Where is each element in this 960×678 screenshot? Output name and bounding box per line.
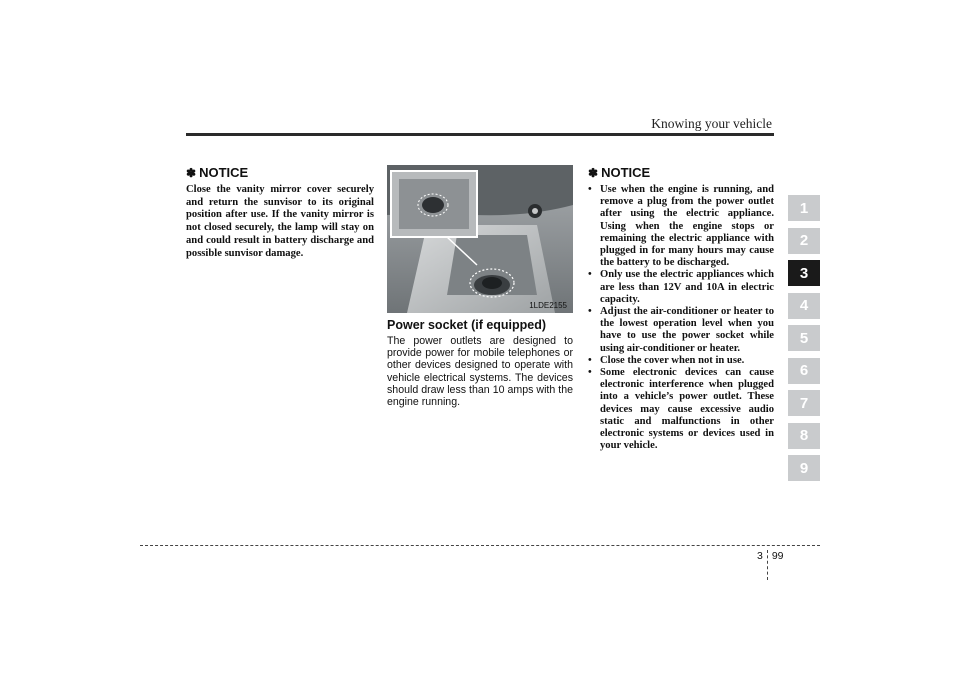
list-item: • Some electronic devices can cause electronic interference when plugged into a vehicle’s power outlet. These devices may cause excessive audio static and malfunctions in other electronic systems or devices used in your vehicle.	[588, 367, 774, 452]
chapter-tab-8[interactable]: 8	[788, 423, 820, 449]
chapter-tab-7[interactable]: 7	[788, 390, 820, 416]
notice-heading	[186, 165, 374, 180]
bullet-icon: •	[588, 269, 592, 281]
bullet-icon: •	[588, 354, 592, 366]
section-title: Power socket (if equipped)	[387, 318, 547, 332]
list-item: • Only use the electric appliances which are less than 12V and 10A in electric capacity.	[588, 269, 774, 305]
chapter-tabs	[788, 195, 820, 488]
left-column	[186, 165, 374, 260]
notice-bullet-list	[588, 184, 774, 452]
chapter-tab-4[interactable]: 4	[788, 293, 820, 319]
chapter-number: 3	[757, 550, 763, 562]
chapter-tab-1[interactable]: 1	[788, 195, 820, 221]
footer-rule	[140, 545, 820, 546]
bullet-icon: •	[588, 184, 592, 195]
power-socket-photo	[387, 165, 573, 313]
header-title: Knowing your vehicle	[651, 116, 772, 131]
middle-column	[387, 165, 573, 408]
notice-heading	[588, 165, 774, 180]
chapter-tab-3[interactable]: 3	[788, 260, 820, 286]
section-body: The power outlets are designed to provide power for mobile telephones or other devices designed to operate with vehicle electrical systems. The devices should draw less than 10 amps with the engine running.	[387, 335, 573, 409]
notice-body: Close the vanity mirror cover securely and return the sunvisor to its original position after use. If the vanity mirror is not closed securely, the lamp will stay on and could result in battery discharge and possible sunvisor damage.	[186, 184, 374, 259]
bullet-icon: •	[588, 306, 592, 318]
chapter-tab-2[interactable]: 2	[788, 228, 820, 254]
page-number	[757, 550, 784, 580]
header-rule	[186, 133, 774, 136]
bullet-icon: •	[588, 367, 592, 379]
notice-star-icon: ✽	[588, 165, 599, 180]
page-separator	[767, 550, 768, 580]
list-item: • Use when the engine is running, and remove a plug from the power outlet after using the electric appliance. Using when the engine stops or remaining the electric appliance with plugged in for many hours may cause the battery to be discharged.	[588, 184, 774, 269]
chapter-tab-9[interactable]: 9	[788, 455, 820, 481]
list-item: • Close the cover when not in use.	[588, 354, 745, 366]
right-column	[588, 165, 774, 452]
notice-heading-label: NOTICE	[601, 165, 651, 180]
chapter-tab-5[interactable]: 5	[788, 325, 820, 351]
chapter-tab-6[interactable]: 6	[788, 358, 820, 384]
page-number-value: 99	[771, 550, 784, 562]
power-socket-illustration	[387, 165, 573, 313]
list-item: • Adjust the air-conditioner or heater to the lowest operation level when you have to use the power socket while using air-conditioner or heater.	[588, 306, 774, 354]
image-code-label: 1LDE2155	[529, 301, 567, 310]
notice-star-icon: ✽	[186, 165, 197, 180]
notice-heading-label: NOTICE	[199, 165, 249, 180]
